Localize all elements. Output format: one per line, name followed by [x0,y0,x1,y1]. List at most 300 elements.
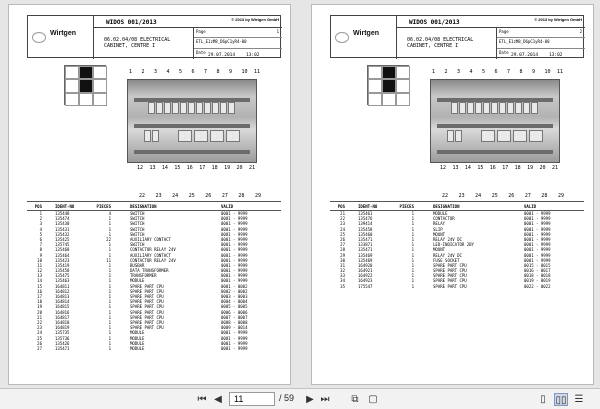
copyright-text: © 2013 by Wirtgen GmbH [534,17,582,22]
cell-ident: 135475 [55,273,70,279]
callout-number: 11 [557,69,564,75]
cell-designation: SWITCH [130,226,145,232]
previous-page-button[interactable]: ◀ [214,394,222,405]
cell-ident: 135431 [55,226,70,232]
title-text: WIDOS 001/2013 [106,19,157,26]
cell-valid: 0001 - 9999 [524,211,551,216]
col-pieces: PIECES [399,204,414,209]
cell-ident: 135736 [55,335,70,341]
cell-valid: 0006 - 0006 [221,309,248,315]
callout-number: 5 [179,69,183,75]
callout-number: 27 [221,193,228,199]
callout-number: 13 [149,165,156,171]
seal-icon [335,32,349,43]
callout-number: 29 [558,193,565,199]
callout-number: 4 [469,69,473,75]
callout-number: 15 [174,165,181,171]
date-label: Date [196,49,206,55]
continuous-view-icon[interactable]: ☰ [574,394,584,405]
table-body [330,211,584,289]
cell-pieces: 1 [108,231,111,237]
cell-pos: 19 [37,304,42,310]
cell-pieces: 1 [411,242,414,248]
cell-ident: 135423 [55,257,70,263]
cell-pieces: 1 [108,299,111,305]
cell-valid: 0001 - 9999 [221,278,248,284]
col-valid: VALID [524,204,537,209]
cell-designation: SPARE PART CPU [130,319,164,325]
callout-number: 15 [477,165,484,171]
document-title [397,16,585,28]
cell-pos: 33 [340,273,345,279]
cell-ident: 164814 [55,299,70,305]
parts-table-left [27,201,281,351]
page-header [330,15,584,58]
cell-ident: 139414 [358,221,373,227]
callout-number: 24 [172,193,179,199]
section-line-1: 06.02.04/08 ELECTRICAL [104,37,171,43]
page-number: 1 [276,29,279,34]
section-title [94,28,193,59]
col-ident: IDENT-NO [358,204,378,209]
cell-valid: 0001 - 0002 [221,283,248,289]
callout-number: 19 [527,165,534,171]
cell-ident: 164812 [55,288,70,294]
cell-pieces: 1 [411,211,414,216]
callout-number: 1 [129,69,133,75]
page-label: Page [499,29,509,34]
col-pos: POS [337,204,345,209]
cell-valid: 0016 - 0017 [524,268,551,274]
cell-pos: 8 [39,247,42,253]
cell-pieces: 1 [108,304,111,310]
cell-designation: AUXILIARY CONTACT [130,236,171,242]
cabinet-photo [127,79,257,163]
cell-valid: 0001 - 9999 [524,236,551,242]
cell-pos: 26 [37,340,42,346]
page-header [27,15,281,58]
cell-pieces: 1 [411,262,414,268]
cell-designation: MODULE [130,278,145,284]
table-header [27,201,281,211]
cell-ident: 164923 [358,278,373,284]
cell-pieces: 1 [108,262,111,268]
cell-pos: 31 [340,262,345,268]
logo-box [28,16,94,59]
callout-number: 22 [139,193,146,199]
doc-code: ETL_E1zM8_D6pC1yR4-00 [499,39,550,45]
next-page-button[interactable]: ▶ [306,394,314,405]
cell-valid: 0015 - 0015 [524,262,551,268]
doc-code: ETL_E1zM8_D6pC1yR4-00 [196,39,247,45]
callout-number: 27 [524,193,531,199]
cell-pieces: 1 [108,335,111,341]
cell-ident: 135735 [55,330,70,336]
callout-number: 14 [464,165,471,171]
cell-valid: 0001 - 9999 [524,216,551,222]
callout-number: 8 [519,69,523,75]
callout-number: 12 [440,165,447,171]
cell-pos: 24 [37,330,42,336]
cell-valid: 0001 - 9999 [221,340,248,346]
cell-pos: 21 [37,314,42,320]
callout-number: 2 [141,69,145,75]
cell-valid: 0001 - 9999 [221,268,248,274]
callout-number: 9 [229,69,233,75]
table-row [27,346,281,351]
cell-ident: 164811 [55,283,70,289]
date-value: 29.07.2014 [208,52,236,58]
cell-valid: 0001 - 9999 [524,221,551,227]
cell-pos: 18 [37,299,42,305]
cell-valid: 0007 - 0007 [221,314,248,320]
page-number-input[interactable]: 11 [229,392,275,406]
cell-designation: SPARE PART CPU [130,304,164,310]
cell-valid: 0022 - 0022 [524,283,551,289]
cell-designation: SPARE PART CPU [433,268,467,274]
cell-designation: SPARE PART CPU [130,294,164,299]
cell-ident: 135469 [358,257,373,263]
callout-number: 23 [155,193,162,199]
cell-valid: 0002 - 0002 [221,288,248,294]
cell-pos: 25 [340,231,345,237]
cell-pos: 34 [340,278,345,284]
cell-pos: 5 [39,231,42,237]
cell-designation: LED-INDICATOR 2BY [433,242,474,248]
cell-designation: MODULE [130,335,145,341]
cell-valid: 0001 - 9999 [524,257,551,263]
title-text: WIDOS 001/2013 [409,19,460,26]
cell-pos: 24 [340,226,345,232]
cell-ident: 135471 [358,247,373,253]
cell-pieces: 1 [411,226,414,232]
cell-pieces: 1 [411,231,414,237]
cell-valid: 0003 - 0003 [221,294,248,299]
cell-designation: SWITCH [130,231,145,237]
cell-designation: AUXILIARY CONTACT [130,252,171,258]
cell-pos: 7 [39,242,42,248]
cell-pos: 11 [37,262,42,268]
cell-ident: 135425 [55,236,70,242]
cell-designation: RELAY 24V DC [433,236,462,242]
col-ident: IDENT-NO [55,204,75,209]
cell-ident: 135461 [358,211,373,216]
cell-ident: 135471 [55,345,70,351]
cell-valid: 0005 - 0005 [221,304,248,310]
callout-number: 10 [241,69,248,75]
callout-number: 28 [541,193,548,199]
callout-number: 25 [491,193,498,199]
header-meta [496,28,585,59]
cell-ident: 135469 [358,252,373,258]
wirtgen-logo: Wirtgen [50,30,76,37]
section-line-1: 06.02.04/08 ELECTRICAL [407,37,474,43]
last-page-button[interactable]: ⏭ [320,394,330,405]
cell-pos: 13 [37,273,42,279]
cell-valid: 0001 - 9999 [221,211,248,216]
col-designation: DESIGNATION [130,204,157,209]
cell-valid: 0001 - 9999 [221,257,248,263]
cell-ident: 175547 [358,283,373,289]
col-pos: POS [34,204,42,209]
callout-number: 8 [216,69,220,75]
cell-pieces: 1 [411,252,414,258]
cell-pieces: 4 [108,211,111,216]
first-page-button[interactable]: ⏮ [197,394,207,405]
cell-designation: RELAY 24V DC [433,252,462,258]
callout-number: 26 [205,193,212,199]
cell-ident: 135468 [55,247,70,253]
cell-pieces: 1 [108,325,111,331]
cell-pos: 3 [39,221,42,227]
cell-designation: BUSBAR [130,262,145,268]
cell-designation: MODULE [130,330,145,336]
cell-pieces: 1 [108,216,111,222]
callout-number: 20 [236,165,243,171]
cell-valid: 0001 - 9999 [221,273,248,279]
cell-valid: 0001 - 9999 [221,330,248,336]
cell-designation: SWITCH [130,211,145,216]
two-page-view-icon[interactable]: ▯▯ [555,395,567,406]
cell-designation: SPARE PART CPU [130,299,164,305]
parts-table-right [330,201,584,289]
cell-valid: 0001 - 9999 [221,262,248,268]
cell-designation: SPARE PART CPU [433,278,467,284]
cell-valid: 0004 - 0004 [221,299,248,305]
cell-designation: RELAY [433,221,446,227]
cell-pieces: 1 [108,278,111,284]
callout-number: 17 [199,165,206,171]
col-designation: DESIGNATION [433,204,460,209]
cell-pieces: 1 [411,257,414,263]
cell-pieces: 1 [108,340,111,346]
cell-pos: 35 [340,283,345,289]
time-value: 13:02 [245,52,260,58]
fit-page-icon[interactable]: ▢ [368,394,378,405]
cell-designation: MOUNT [433,247,446,253]
callout-number: 4 [166,69,170,75]
cell-pos: 25 [37,335,42,341]
document-page-right [311,4,594,385]
cell-pos: 27 [37,345,42,351]
cell-pieces: 1 [108,273,111,279]
cell-designation: SPARE PART CPU [130,309,164,315]
cell-designation: MODULE [433,211,448,216]
wirtgen-logo: Wirtgen [353,30,379,37]
cell-designation: SPARE PART CPU [130,288,164,294]
cell-designation: SPARE PART CPU [433,283,467,289]
cell-designation: SWITCH [130,216,145,222]
callout-number: 14 [161,165,168,171]
cell-designation: SPARE PART CPU [130,314,164,320]
cell-designation: MODULE [130,345,145,351]
header-meta [193,28,282,59]
cell-ident: 135476 [358,216,373,222]
cell-valid: 0001 - 9999 [221,345,248,351]
date-label: Date [499,49,509,55]
cell-designation: SPARE PART CPU [130,283,164,289]
document-title [94,16,282,28]
callout-number: 3 [154,69,158,75]
cell-pos: 23 [340,221,345,227]
callout-number: 7 [204,69,208,75]
cell-designation: MOUNT [433,231,446,237]
page-count: / 59 [279,393,295,403]
cell-pieces: 1 [411,273,414,279]
cell-ident: 135419 [55,262,70,268]
cell-pos: 20 [37,309,42,315]
section-line-2: CABINET, CENTRE I [104,43,156,49]
callout-number: 24 [475,193,482,199]
callout-number: 28 [238,193,245,199]
callout-number: 2 [444,69,448,75]
callout-number: 17 [502,165,509,171]
callout-number: 22 [442,193,449,199]
cell-pieces: 1 [108,247,111,253]
cell-pieces: 1 [108,319,111,325]
callout-number: 26 [508,193,515,199]
cell-valid: 0001 - 9999 [524,247,551,253]
callout-number: 25 [188,193,195,199]
callout-number: 21 [552,165,559,171]
callout-number: 9 [532,69,536,75]
cell-pieces: 1 [108,226,111,232]
cell-ident: 133871 [358,242,373,248]
cabinet-photo [430,79,560,163]
cell-designation: SLIP [433,226,443,232]
cell-valid: 0008 - 0008 [221,319,248,325]
cell-ident: 164819 [55,325,70,331]
cell-ident: 164921 [358,268,373,274]
time-value: 13:02 [548,52,563,58]
document-page-left [8,4,291,385]
cell-pieces: 1 [411,247,414,253]
cell-ident: 135430 [55,221,70,227]
callout-number: 11 [254,69,261,75]
cell-valid: 0001 - 9999 [221,231,248,237]
callout-number: 20 [539,165,546,171]
cell-pos: 4 [39,226,42,232]
cell-pieces: 1 [411,268,414,274]
table-row [330,284,584,289]
cell-pieces: 1 [108,294,111,299]
callout-number: 13 [452,165,459,171]
cell-valid: 0018 - 0018 [524,273,551,279]
callout-number: 19 [224,165,231,171]
cell-pieces: 1 [108,345,111,351]
cell-ident: 164922 [358,273,373,279]
cell-pos: 29 [340,252,345,258]
cell-ident: 135460 [358,231,373,237]
cell-pieces: 1 [108,288,111,294]
cell-valid: 0001 - 9999 [221,221,248,227]
cell-pieces: 22 [106,236,111,242]
cell-designation: CONTACTOR [433,216,455,222]
cell-pos: 17 [37,294,42,299]
cell-valid: 0001 - 9999 [221,247,248,253]
callout-number: 16 [489,165,496,171]
cell-valid: 0001 - 9999 [221,252,248,258]
cell-ident: 164816 [55,309,70,315]
logo-box [331,16,397,59]
cell-valid: 0001 - 9999 [524,252,551,258]
callout-number: 29 [255,193,262,199]
cell-pos: 12 [37,268,42,274]
cell-pieces: 1 [411,283,414,289]
copy-icon[interactable]: ⧉ [351,394,359,405]
callout-number: 23 [458,193,465,199]
callout-number: 18 [514,165,521,171]
cell-designation: SWITCH [130,221,145,227]
cell-pos: 2 [39,216,42,222]
cell-designation: SPARE PART CPU [433,273,467,279]
cell-designation: CONTACTOR RELAY 24V [130,247,176,253]
cell-designation: SPARE PART CPU [433,262,467,268]
cell-pos: 27 [340,242,345,248]
cell-valid: 0001 - 9999 [524,226,551,232]
callout-number: 10 [544,69,551,75]
table-header [330,201,584,211]
cell-ident: 164818 [55,319,70,325]
table-body [27,211,281,351]
cell-pieces: 1 [411,216,414,222]
date-value: 29.07.2014 [511,52,539,58]
cell-pieces: 1 [108,283,111,289]
cell-designation: DATA TRANSFORMER [130,268,169,274]
cell-pos: 32 [340,268,345,274]
cell-pieces: 1 [108,309,111,315]
cell-valid: 0001 - 9999 [221,226,248,232]
cell-ident: 135463 [55,278,70,284]
cell-designation: MODULE [130,340,145,346]
callout-number: 5 [482,69,486,75]
cell-pos: 23 [37,325,42,331]
cell-ident: 135448 [55,211,70,216]
cell-designation: SPARE PART CPU [130,325,164,331]
single-page-view-icon[interactable]: ▯ [540,394,546,405]
cell-pos: 22 [340,216,345,222]
cell-ident: 164920 [358,262,373,268]
callout-number: 21 [249,165,256,171]
cell-pos: 14 [37,278,42,284]
cell-pos: 6 [39,236,42,242]
cell-designation: CONTACTOR RELAY 24V [130,257,176,263]
cell-valid: 0001 - 9999 [221,216,248,222]
location-grid [64,65,106,105]
location-grid [367,65,409,105]
cell-pieces: 1 [108,330,111,336]
cell-pieces: 1 [108,252,111,258]
cell-pieces: 1 [108,221,111,227]
col-pieces: PIECES [96,204,111,209]
cell-ident: 135458 [55,268,70,274]
cell-pieces: 1 [108,314,111,320]
cell-ident: 135464 [55,252,70,258]
cell-valid: 0001 - 9999 [221,242,248,248]
cell-pos: 10 [37,257,42,263]
cell-valid: 0001 - 9999 [221,236,248,242]
seal-icon [32,32,46,43]
cell-pos: 16 [37,288,42,294]
page-label: Page [196,29,206,34]
cell-valid: 0001 - 9999 [524,231,551,237]
callout-number: 1 [432,69,436,75]
viewer-toolbar [0,388,600,409]
cell-ident: 164815 [55,304,70,310]
cell-pos: 21 [340,211,345,216]
cell-valid: 0001 - 9999 [524,242,551,248]
callout-number: 12 [137,165,144,171]
